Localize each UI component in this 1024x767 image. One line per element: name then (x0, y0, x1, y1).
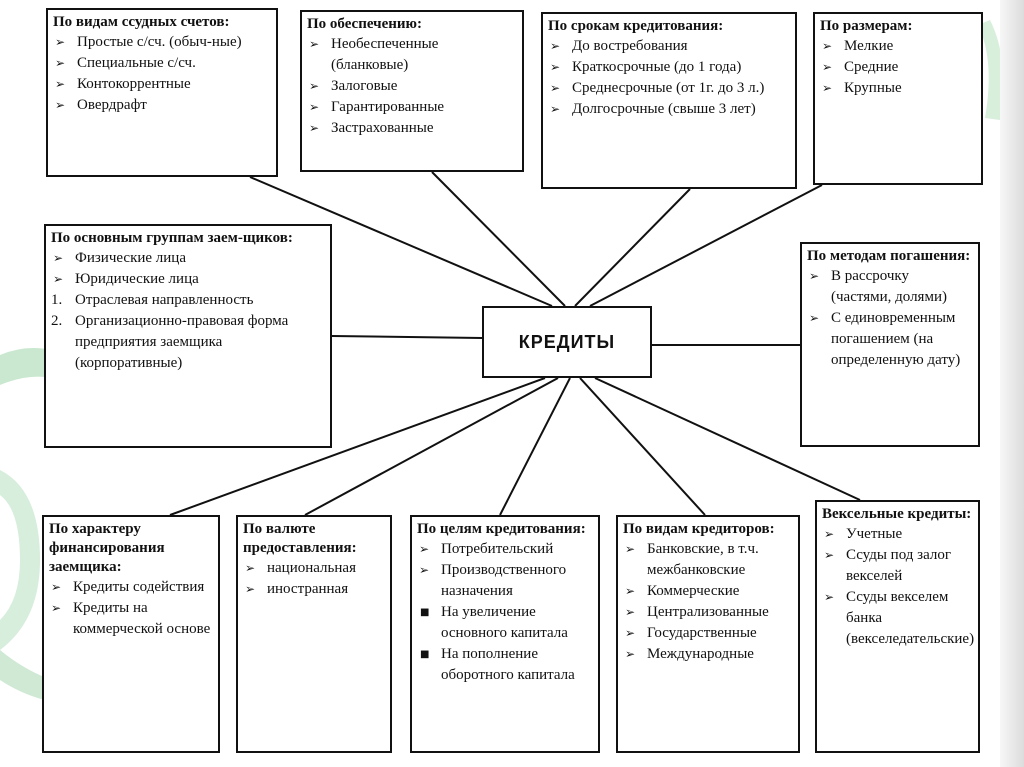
box-currency (236, 515, 392, 753)
box-purposes (410, 515, 600, 753)
list-item: ➢ Необеспеченные (бланковые) (307, 34, 517, 76)
list-item: ➢ Учетные (822, 524, 973, 545)
list-item: ➢ Кредиты содействия (49, 577, 213, 598)
box-title: По срокам кредитования: (548, 18, 724, 34)
list-item: ➢ Краткосрочные (до 1 года) (548, 57, 790, 78)
box-security (300, 10, 524, 172)
box-title: По видам ссудных счетов: (53, 14, 230, 30)
list-item: ➢ С единовременным погашением (на определенную дату) (807, 308, 973, 371)
list-item: ➢ Застрахованные (307, 118, 517, 139)
list-item: ➢ Залоговые (307, 76, 517, 97)
list-item: ➢ Централизованные (623, 602, 793, 623)
list-item: ➢ Кредиты на коммерческой основе (49, 598, 213, 640)
center-label: КРЕДИТЫ (518, 331, 616, 352)
list-item: ➢ Средние (820, 57, 976, 78)
list-item: ➢ Потребительский (417, 539, 593, 560)
box-title: Вексельные кредиты: (822, 506, 972, 522)
credits-central-node (482, 306, 652, 378)
list-item: ➢ Овердрафт (53, 95, 271, 116)
box-repayment (800, 242, 980, 447)
list-item: ➢ Ссуды под залог векселей (822, 545, 973, 587)
list-item: ➢ национальная (243, 558, 385, 579)
list-item: ➢ Долгосрочные (свыше 3 лет) (548, 99, 790, 120)
list-item: ➢ Крупные (820, 78, 976, 99)
list-item: ➢ Физические лица (51, 248, 325, 269)
box-financing (42, 515, 220, 753)
box-title: По размерам: (820, 18, 913, 34)
box-creditors (616, 515, 800, 753)
list-item: 2. Организационно-правовая форма предприятия заемщика (корпоративные) (51, 311, 325, 374)
box-sizes (813, 12, 983, 185)
list-item: ➢ иностранная (243, 579, 385, 600)
box-title: По видам кредиторов: (623, 521, 775, 537)
box-title: По целям кредитования: (417, 521, 586, 537)
list-item: ➢ В рассрочку (частями, долями) (807, 266, 973, 308)
list-item: ➢ Мелкие (820, 36, 976, 57)
list-item: ➢ Международные (623, 644, 793, 665)
list-item: ■ На увеличение основного капитала (417, 602, 593, 644)
box-terms (541, 12, 797, 189)
box-borrowers (44, 224, 332, 448)
list-item: ■ На пополнение оборотного капитала (417, 644, 593, 686)
box-title: По обеспечению: (307, 16, 423, 32)
list-item: ➢ Контокоррентные (53, 74, 271, 95)
box-bills (815, 500, 980, 753)
list-item: ➢ Среднесрочные (от 1г. до 3 л.) (548, 78, 790, 99)
list-item: ➢ До востребования (548, 36, 790, 57)
list-item: ➢ Гарантированные (307, 97, 517, 118)
box-title: По основным группам заем-щиков: (51, 230, 293, 246)
list-item: 1. Отраслевая направленность (51, 290, 325, 311)
box-title: По валюте предоставления: (243, 521, 357, 556)
list-item: ➢ Производственного назначения (417, 560, 593, 602)
box-title: По методам погашения: (807, 248, 971, 264)
list-item: ➢ Ссуды векселем банка (векселедательские) (822, 587, 973, 650)
list-item: ➢ Государственные (623, 623, 793, 644)
list-item: ➢ Простые с/сч. (обыч-ные) (53, 32, 271, 53)
list-item: ➢ Юридические лица (51, 269, 325, 290)
list-item: ➢ Банковские, в т.ч. межбанковские (623, 539, 793, 581)
box-loan-accounts (46, 8, 278, 177)
box-title: По характеру финансирования заемщика: (49, 521, 165, 575)
list-item: ➢ Коммерческие (623, 581, 793, 602)
list-item: ➢ Специальные с/сч. (53, 53, 271, 74)
